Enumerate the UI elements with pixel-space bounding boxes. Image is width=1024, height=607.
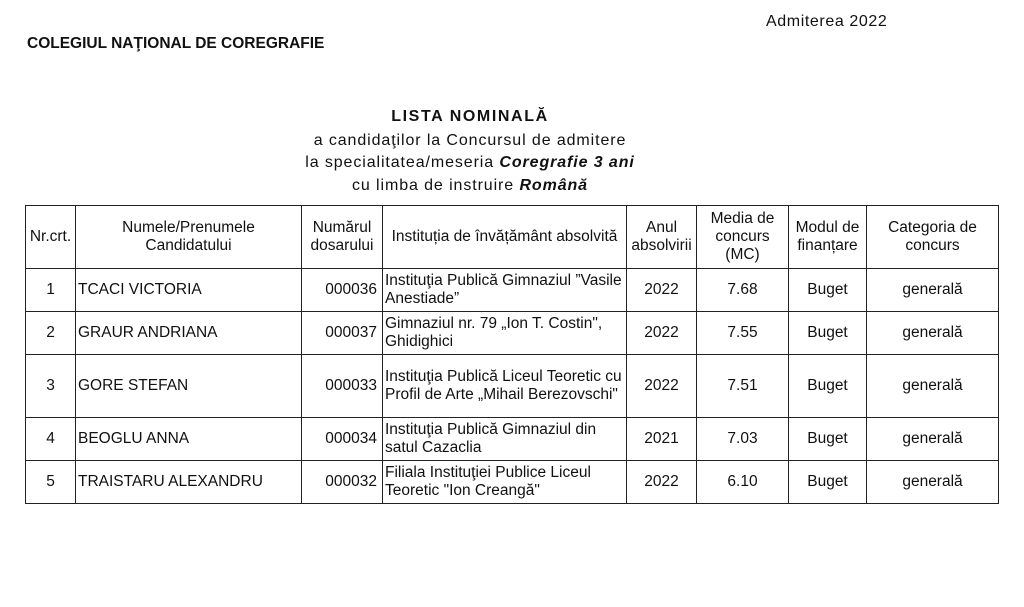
header-year: Anul absolvirii [627, 206, 697, 269]
row-media: 7.51 [697, 355, 789, 418]
table-row [26, 418, 999, 461]
header-financing: Modul de finanțare [789, 206, 867, 269]
table-row [26, 461, 999, 504]
row-year: 2022 [627, 269, 697, 312]
candidates-table [25, 205, 999, 504]
language-line [0, 175, 940, 197]
row-category: generală [867, 312, 999, 355]
row-institution: Filiala Instituţiei Publice Liceul Teoretic "Ion Creangă" [383, 461, 627, 504]
row-financing: Buget [789, 355, 867, 418]
row-media: 7.03 [697, 418, 789, 461]
row-category: generală [867, 355, 999, 418]
row-year: 2022 [627, 312, 697, 355]
row-name: TRAISTARU ALEXANDRU [76, 461, 302, 504]
specialty-value: Coregrafie 3 ani [499, 154, 635, 171]
row-media: 6.10 [697, 461, 789, 504]
header-dossier: Numărul dosarului [302, 206, 383, 269]
row-name: GRAUR ANDRIANA [76, 312, 302, 355]
language-prefix: cu limba de instruire [352, 177, 515, 194]
row-dossier: 000034 [302, 418, 383, 461]
row-financing: Buget [789, 269, 867, 312]
row-financing: Buget [789, 461, 867, 504]
row-nr: 5 [26, 461, 76, 504]
list-subtitle: a candidaţilor la Concursul de admitere [313, 132, 627, 149]
header-nr: Nr.crt. [26, 206, 76, 269]
row-name: TCACI VICTORIA [76, 269, 302, 312]
row-institution: Instituţia Publică Gimnaziul din satul Cazaclia [383, 418, 627, 461]
row-media: 7.55 [697, 312, 789, 355]
row-nr: 2 [26, 312, 76, 355]
row-name: BEOGLU ANNA [76, 418, 302, 461]
row-category: generală [867, 269, 999, 312]
row-nr: 4 [26, 418, 76, 461]
row-year: 2022 [627, 355, 697, 418]
row-dossier: 000036 [302, 269, 383, 312]
row-institution: Gimnaziul nr. 79 „Ion T. Costin", Ghidighici [383, 312, 627, 355]
header-institution: Instituția de învățământ absolvită [383, 206, 627, 269]
row-institution: Instituţia Publică Liceul Teoretic cu Profil de Arte „Mihail Berezovschi" [383, 355, 627, 418]
row-year: 2022 [627, 461, 697, 504]
specialty-line [0, 152, 940, 174]
row-institution: Instituţia Publică Gimnaziul ”Vasile Anestiade” [383, 269, 627, 312]
row-dossier: 000032 [302, 461, 383, 504]
row-nr: 1 [26, 269, 76, 312]
header-media: Media de concurs (MC) [697, 206, 789, 269]
row-year: 2021 [627, 418, 697, 461]
row-category: generală [867, 461, 999, 504]
list-title: LISTA NOMINALĂ [391, 108, 549, 125]
row-media: 7.68 [697, 269, 789, 312]
row-name: GORE STEFAN [76, 355, 302, 418]
header-name: Numele/Prenumele Candidatului [76, 206, 302, 269]
row-nr: 3 [26, 355, 76, 418]
row-financing: Buget [789, 312, 867, 355]
specialty-prefix: la specialitatea/meseria [305, 154, 495, 171]
row-category: generală [867, 418, 999, 461]
table-row [26, 269, 999, 312]
college-name: COLEGIUL NAŢIONAL DE COREGRAFIE [27, 35, 325, 52]
admission-year-label: Admiterea 2022 [766, 13, 888, 30]
table-row [26, 355, 999, 418]
table-header-row [26, 206, 999, 269]
row-dossier: 000037 [302, 312, 383, 355]
header-category: Categoria de concurs [867, 206, 999, 269]
row-dossier: 000033 [302, 355, 383, 418]
language-value: Română [519, 177, 588, 194]
row-financing: Buget [789, 418, 867, 461]
table-row [26, 312, 999, 355]
